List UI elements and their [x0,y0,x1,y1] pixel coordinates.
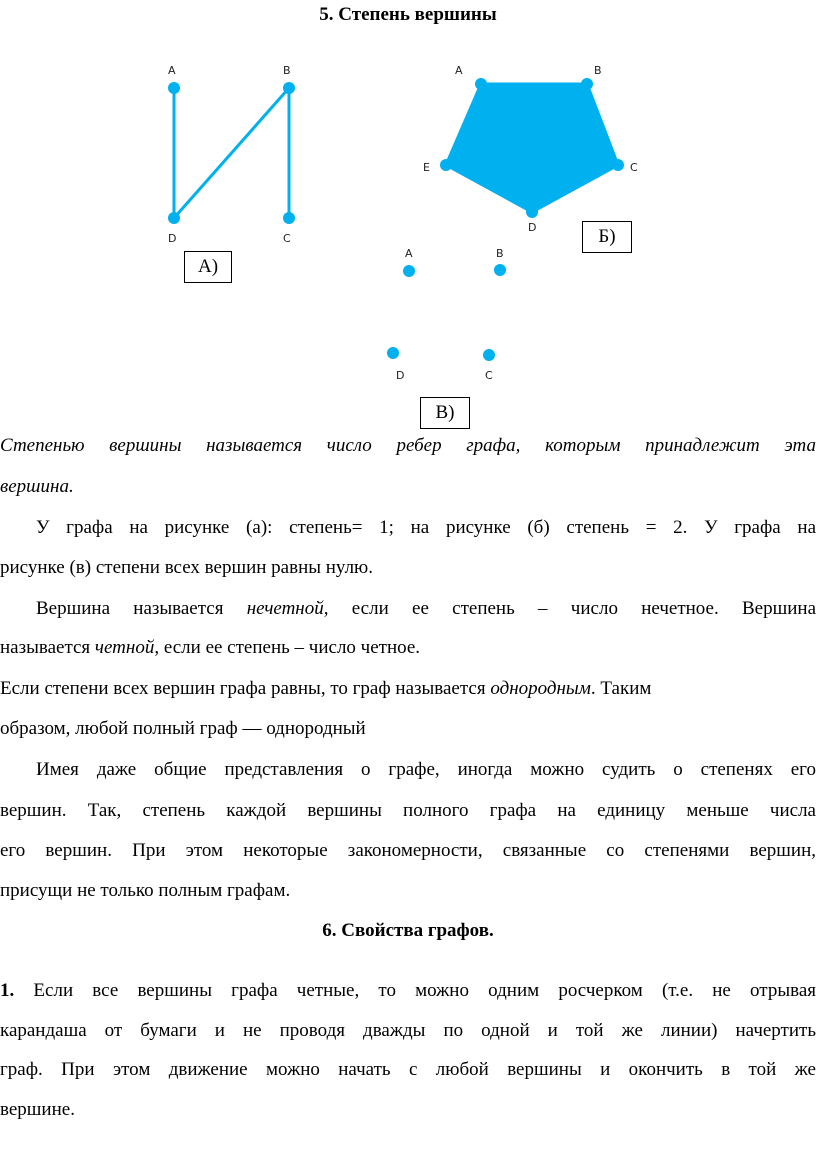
graph-c-caption: В) [420,397,470,429]
vertex-c [483,349,495,361]
graph-c [387,264,506,361]
graph-c-label-b: B [496,247,504,260]
edge-d-b [174,88,289,218]
section-title-degree: 5. Степень вершины [319,4,497,25]
para3-line-1: Если степени всех вершин графа равны, то граф называется однородным. Таким [0,678,652,699]
definition-line-2: вершина. [0,476,74,497]
graph-b [440,78,624,218]
vertex-d [168,212,180,224]
graph-b-caption: Б) [582,221,632,253]
graph-b-label-d: D [528,221,537,234]
vertex-b [581,78,593,90]
vertex-c [283,212,295,224]
para4-line-2: вершин. Так, степень каждой вершины полного графа на единицу меньше числа [0,800,816,821]
graph-b-label-e: E [423,161,430,174]
property1-line-4: вершине. [0,1099,75,1120]
vertex-e [440,159,452,171]
para4-line-3: его вершин. При этом некоторые закономерности, связанные со степенями вершин, [0,840,816,861]
graph-c-label-d: D [396,369,405,382]
property1-line-1: 1. Если все вершины графа четные, то можно одним росчерком (т.е. не отрывая [0,980,816,1001]
pentagon-shape [446,84,618,212]
vertex-d [526,206,538,218]
para2-line-2: называется четной, если ее степень – число четное. [0,637,421,658]
vertex-b [283,82,295,94]
property1-line-2: карандаша от бумаги и не проводя дважды по одной и той же линии) начертить [0,1020,816,1041]
para4-line-4: присущи не только полным графам. [0,880,291,901]
vertex-d [387,347,399,359]
graph-a [168,82,295,224]
para2-line-1: Вершина называется нечетной, если ее степень – число нечетное. Вершина [36,598,816,619]
para3-line-2: образом, любой полный граф — однородный [0,718,366,739]
graph-a-label-d: D [168,232,177,245]
vertex-a [168,82,180,94]
graph-b-label-a: A [455,64,463,77]
vertex-a [403,265,415,277]
para1-line-1: У графа на рисунке (а): степень= 1; на рисунке (б) степень = 2. У графа на [36,517,816,538]
graph-c-label-c: C [485,369,493,382]
graph-b-label-c: C [630,161,638,174]
graph-a-caption: А) [184,251,232,283]
definition-line-1: Степенью вершины называется число ребер графа, которым принадлежит эта [0,435,816,456]
para4-line-1: Имея даже общие представления о графе, иногда можно судить о степенях его [36,759,816,780]
graph-a-label-a: A [168,64,176,77]
graph-a-label-c: C [283,232,291,245]
graph-c-label-a: A [405,247,413,260]
graph-a-label-b: B [283,64,291,77]
vertex-a [475,78,487,90]
property1-line-3: граф. При этом движение можно начать с любой вершины и окончить в той же [0,1059,816,1080]
para1-line-2: рисунке (в) степени всех вершин равны нулю. [0,557,374,578]
vertex-b [494,264,506,276]
graph-figures [0,0,816,430]
section-title-properties: 6. Свойства графов. [322,920,494,941]
vertex-c [612,159,624,171]
graph-b-label-b: B [594,64,602,77]
